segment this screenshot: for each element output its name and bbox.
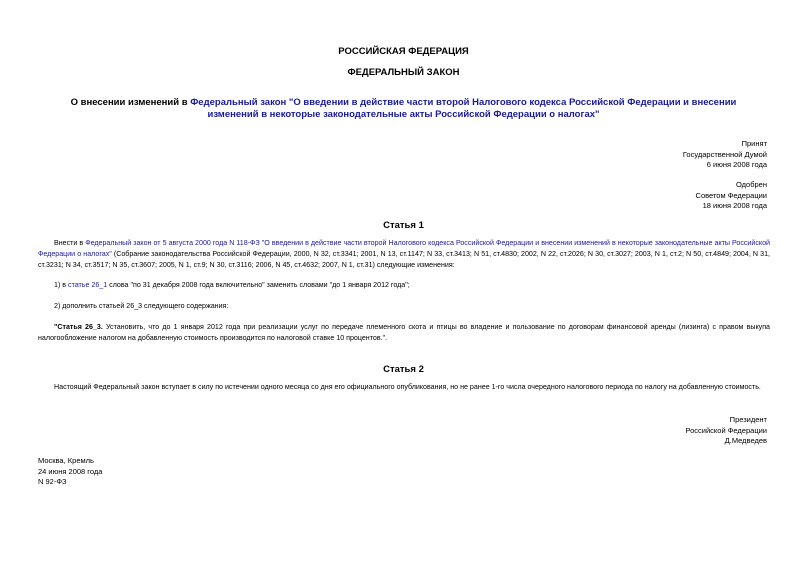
- adopted-line3: 6 июня 2008 года: [706, 160, 767, 169]
- item1-link[interactable]: статье 26_1: [68, 281, 108, 289]
- approved-line2: Советом Федерации: [695, 190, 767, 200]
- item1-suffix: слова "по 31 декабря 2008 года включительно" заменить словами "до 1 января 2012 года";: [107, 281, 410, 289]
- article1-intro-link[interactable]: Федеральный закон от 5 августа 2000 года N 118-ФЗ "О введении в действие части второй Налогового кодекса Российской Федерации и внесении изменений в некоторые законодательные акты Российской Федерации о налогах": [38, 239, 770, 258]
- place-date: 24 июня 2008 года: [38, 466, 103, 476]
- article1-intro: [38, 238, 770, 270]
- adopted-line1: Принят: [741, 139, 767, 148]
- signature-block: [685, 415, 767, 447]
- signature-line1: Президент: [729, 415, 767, 424]
- article2-text: Настоящий Федеральный закон вступает в силу по истечении одного месяца со дня его официального опубликования, но не ранее 1-го числа очередного налогового периода по налогу на добавленную стоимость.: [54, 383, 761, 391]
- adopted-line2: Государственной Думой: [682, 149, 767, 159]
- place-number: N 92-ФЗ: [38, 477, 67, 486]
- country-heading: РОССИЙСКАЯ ФЕДЕРАЦИЯ: [338, 46, 469, 57]
- item1-prefix: 1) в: [54, 281, 69, 289]
- approved-line1: Одобрен: [736, 180, 767, 189]
- signature-line2: Российской Федерации: [685, 425, 767, 435]
- law-type-heading: ФЕДЕРАЛЬНЫЙ ЗАКОН: [347, 67, 460, 78]
- article1-item2: 2) дополнить статьей 26_3 следующего содержания:: [54, 302, 229, 310]
- approved-line3: 18 июня 2008 года: [702, 201, 767, 210]
- adopted-block: [683, 139, 767, 171]
- approved-block: [696, 180, 767, 212]
- signature-line3: Д.Медведев: [724, 436, 767, 445]
- article1-heading: Статья 1: [383, 220, 424, 231]
- article1-quote: [38, 322, 770, 344]
- quote-text: Установить, что до 1 января 2012 года при реализации услуг по передаче племенного скота и птицы во владение и пользование по договорам финансовой аренды (лизинга) с правом выкупа налогообложение налогом на добавленную стоимость производится по налоговой ставке 10 процентов.".: [38, 323, 770, 342]
- law-title: [50, 97, 757, 121]
- article1-intro-prefix: Внести в: [54, 239, 86, 247]
- law-title-link[interactable]: Федеральный закон "О введении в действие части второй Налогового кодекса Российской Федерации и внесении изменений в некоторые законодательные акты Российской Федерации о налогах": [190, 97, 737, 120]
- article1-item1: [38, 280, 770, 291]
- place-block: [38, 456, 102, 488]
- article1-intro-suffix: (Собрание законодательства Российской Федерации, 2000, N 32, ст.3341; 2001, N 13, ст.1147; N 33, ст.3413; N 51, ст.4830; 2002, N 22, ст.2026; N 30, ст.3027; 2003, N 1, ст.2; N 50, ст.4849; 2004, N 31, ст.3231; N 34, ст.3517; N 35, ст.3607; 2005, N 1, ст.9; N 30, ст.3116; 2006, N 45, ст.4632; 2007, N 1, ст.31) следующие изменения:: [38, 249, 770, 269]
- article2-heading: Статья 2: [383, 364, 424, 375]
- quote-bold: "Статья 26_3.: [54, 323, 103, 331]
- law-title-prefix: О внесении изменений в: [70, 97, 191, 108]
- place-city: Москва, Кремль: [38, 456, 94, 465]
